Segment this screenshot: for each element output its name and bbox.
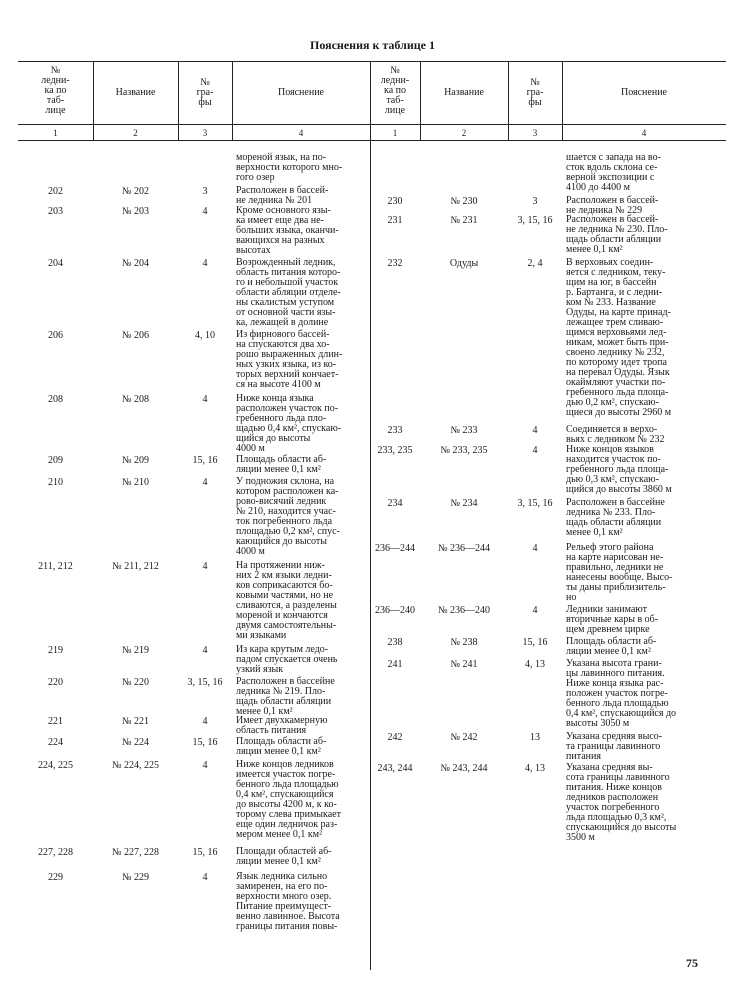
explanation-line: 0,4 км², спускающийся до [566, 708, 677, 719]
glacier-name: № 210 [121, 477, 150, 488]
header-graph-number [178, 78, 232, 108]
explanation-text [236, 677, 366, 717]
explanation-line: ты даны приблизитель- [566, 582, 666, 593]
explanation-text [236, 206, 366, 256]
header-line: гра- [526, 87, 544, 98]
explanation-line: яется с ледником, теку- [566, 267, 666, 278]
glacier-name: № 230 [450, 196, 478, 207]
explanation-line: гребенного льда площа- [566, 464, 669, 475]
explanation-text [236, 760, 366, 840]
explanation-line: падом спускается очень [236, 654, 338, 665]
explanation-line: У подножия склона, на [236, 476, 335, 487]
explanation-line: до высоты 4200 м, к ко- [236, 799, 337, 810]
explanation-line: область питания которо- [236, 267, 341, 278]
glacier-name: № 242 [450, 732, 478, 743]
header-line: фы [198, 97, 212, 108]
explanation-line: щиеся до высоты 2960 м [566, 407, 672, 418]
graph-number: 3, 15, 16 [517, 215, 553, 226]
explanation-line: Одуды, на карте принад- [566, 307, 671, 318]
header-line: ледни- [380, 75, 410, 86]
explanation-line: сливаются, а разделены [236, 600, 337, 611]
graph-number: 4 [202, 872, 208, 883]
glacier-name: № 221 [121, 716, 150, 727]
explanation-line: ся на высоте 4100 м [236, 379, 321, 390]
explanation-line: Из кара крутым ледо- [236, 644, 329, 655]
glacier-number: 233 [387, 425, 403, 436]
explanation-line: ток погребенного льда [236, 516, 333, 527]
graph-number: 4 [202, 645, 208, 656]
header-name: Название [115, 87, 156, 98]
explanation-text [236, 645, 366, 675]
explanation-text [566, 258, 726, 418]
explanation-line: участок погребенного [566, 802, 660, 813]
header-explanation: Пояснение [277, 87, 324, 98]
glacier-name: № 233, 235 [440, 445, 488, 456]
explanation-line: ка, лежащей в долине [236, 317, 329, 328]
explanation-line: вающихся на разных [236, 235, 325, 246]
explanation-line: по которому идет тропа [566, 357, 667, 368]
graph-number: 2, 4 [527, 258, 543, 269]
explanation-line: бенного льда площадью [236, 779, 339, 790]
explanation-text [236, 394, 366, 454]
explanation-line: Указана высота грани- [566, 658, 662, 669]
explanation-line: но [566, 592, 577, 603]
explanation-line: кающийся до высоты [236, 536, 327, 547]
explanation-line: Указана средняя высо- [566, 731, 663, 742]
explanation-line: Ниже концов ледников [236, 759, 334, 770]
explanation-line: правильно, ледники не [566, 562, 664, 573]
glacier-name: № 231 [450, 215, 478, 226]
explanation-line: ком № 233. Название [566, 297, 656, 308]
header-line: № [530, 77, 540, 88]
explanation-line: 4000 м [236, 443, 265, 454]
graph-number: 4, 10 [195, 330, 215, 341]
glacier-number: 209 [48, 455, 63, 466]
glacier-name: № 202 [121, 186, 150, 197]
glacier-number: 210 [48, 477, 63, 488]
glacier-name: № 233 [450, 425, 478, 436]
explanation-line: высоты 3050 м [566, 718, 630, 729]
explanation-line: щимся верховьями лед- [566, 327, 667, 338]
glacier-name: Одуды [449, 258, 479, 269]
explanation-text [566, 543, 726, 603]
explanation-line: Возрожденный ледник, [236, 257, 336, 268]
glacier-name: № 236—240 [437, 605, 491, 616]
explanation-text [566, 445, 726, 495]
explanation-line: высотах [236, 245, 271, 256]
explanation-line: щадь области абляции [566, 517, 662, 528]
explanation-line: Площади областей аб- [236, 846, 332, 857]
glacier-name: № 234 [450, 498, 478, 509]
explanation-line: площадью 0,2 км², спус- [236, 526, 340, 537]
explanation-line: замиренен, на его по- [236, 881, 328, 892]
glacier-number: 236—240 [375, 605, 415, 616]
explanation-text [566, 763, 726, 843]
graph-number: 15, 16 [192, 847, 218, 858]
explanation-line: не ледника № 229 [566, 205, 643, 216]
header-line: № [390, 65, 400, 76]
glacier-number: 229 [48, 872, 63, 883]
explanation-line: Рельеф этого района [566, 542, 654, 553]
header-line: лице [384, 105, 406, 116]
explanation-line: бенного льда площадью [566, 698, 669, 709]
explanation-line: торых верхний кончает- [236, 369, 339, 380]
glacier-number: 230 [387, 196, 403, 207]
glacier-name: № 229 [121, 872, 150, 883]
explanation-text [566, 498, 726, 538]
glacier-number: 219 [48, 645, 63, 656]
explanation-line: щийся до высоты 3860 м [566, 484, 672, 495]
explanation-line: щадь области абляции [236, 696, 332, 707]
glacier-name: № 209 [121, 455, 150, 466]
glacier-number: 236—244 [375, 543, 415, 554]
explanation-line: окаймляют участки по- [566, 377, 666, 388]
explanation-text [236, 330, 366, 390]
explanation-line: цы лавинного питания. [566, 668, 665, 679]
glacier-name: № 206 [121, 330, 150, 341]
explanation-line: ков соприкасаются бо- [236, 580, 333, 591]
explanation-line: область питания [236, 725, 307, 736]
explanation-line: дью 0,3 км², спускаю- [566, 474, 659, 485]
explanation-line: узкий язык [236, 664, 284, 675]
explanation-line: Расположен в бассей- [566, 214, 659, 225]
graph-number: 4 [532, 543, 538, 554]
explanation-line: Ниже конца языка рас- [566, 678, 664, 689]
explanation-line: рошо выраженных длин- [236, 349, 343, 360]
explanation-line: Площадь области аб- [236, 454, 327, 465]
explanation-line: ковыми частями, но не [236, 590, 334, 601]
glacier-name: № 219 [121, 645, 150, 656]
header-line: гра- [196, 87, 214, 98]
explanation-line: щем древнем цирке [566, 624, 650, 635]
explanation-line: на карте нарисован не- [566, 552, 664, 563]
glacier-number: 211, 212 [38, 561, 73, 572]
glacier-number: 203 [48, 206, 63, 217]
explanation-text [236, 716, 366, 736]
graph-number: 4 [202, 258, 208, 269]
header-rule [18, 124, 726, 125]
explanation-text [236, 455, 366, 475]
header-line: таб- [386, 95, 404, 106]
explanation-line: торому слева примыкает [236, 809, 341, 820]
glacier-number: 221 [48, 716, 63, 727]
explanation-line: щийся до высоты [236, 433, 311, 444]
explanation-text [566, 659, 726, 729]
explanation-line: ледника № 233. Пло- [566, 507, 656, 518]
explanation-line: вьях с ледником № 232 [566, 434, 665, 445]
glacier-name: № 227, 228 [111, 847, 160, 858]
explanation-line: На протяжении ниж- [236, 560, 325, 571]
glacier-number: 202 [48, 186, 63, 197]
column-number: 3 [532, 128, 538, 138]
explanation-line: них 2 км языки ледни- [236, 570, 332, 581]
glacier-number: 243, 244 [377, 763, 413, 774]
explanation-text [236, 186, 366, 206]
explanation-line: гребенного льда площа- [566, 387, 669, 398]
glacier-name: № 203 [121, 206, 150, 217]
graph-number: 3 [532, 196, 538, 207]
glacier-number: 242 [387, 732, 403, 743]
explanation-line: щадью 0,4 км², спускаю- [236, 423, 342, 434]
graph-number: 13 [530, 732, 540, 743]
page-number: 75 [686, 956, 698, 970]
header-name: Название [444, 87, 484, 98]
explanation-line: сота границы лавинного [566, 772, 670, 783]
explanation-line: ляции менее 0,1 км² [236, 464, 321, 475]
explanation-line: котором расположен ка- [236, 486, 339, 497]
explanation-line: Питание преимущест- [236, 901, 332, 912]
graph-number: 15, 16 [192, 455, 218, 466]
explanation-line: рово-висячий ледник [236, 496, 327, 507]
explanation-line: Ниже концов языков [566, 444, 654, 455]
explanation-line: ных узких языка, из ко- [236, 359, 337, 370]
explanation-line: Из фирнового бассей- [236, 329, 330, 340]
header-line: фы [528, 97, 542, 108]
explanation-line: еще один ледничок раз- [236, 819, 338, 830]
explanation-line: Соединяется в верхо- [566, 424, 658, 435]
explanation-text [566, 196, 726, 216]
explanation-text [566, 732, 726, 762]
glacier-number: 208 [48, 394, 63, 405]
graph-number: 4, 13 [525, 659, 545, 670]
glacier-name: № 224 [121, 737, 150, 748]
header-glacier-number [18, 66, 93, 116]
table-top-rule [18, 61, 726, 62]
column-number: 1 [392, 128, 398, 138]
graph-number: 4 [202, 477, 208, 488]
explanation-line: нанесены вообще. Высо- [566, 572, 673, 583]
explanation-text [566, 605, 726, 635]
explanation-line: расположен участок по- [236, 403, 339, 414]
graph-number: 4 [202, 716, 208, 727]
explanation-line: от основной части язы- [236, 307, 336, 318]
explanation-line: Расположен в бассей- [236, 185, 329, 196]
explanation-line: находится участок по- [566, 454, 661, 465]
explanation-text [236, 153, 366, 183]
explanation-line: 0,4 км², спускающийся [236, 789, 334, 800]
glacier-name: № 211, 212 [112, 561, 159, 572]
explanation-line: ляции менее 0,1 км² [566, 646, 651, 657]
graph-number: 15, 16 [522, 637, 548, 648]
explanation-line: верхности которого мно- [236, 162, 343, 173]
graph-number: 3 [202, 186, 208, 197]
explanation-line: на перевал Одуды. Язык [566, 367, 670, 378]
explanation-text [236, 737, 366, 757]
glacier-name: № 243, 244 [440, 763, 488, 774]
column-number: 2 [461, 128, 467, 138]
explanation-line: менее 0,1 км² [566, 527, 623, 538]
glacier-name: № 208 [121, 394, 150, 405]
explanation-text [236, 561, 366, 641]
explanation-line: вторичные кары в об- [566, 614, 659, 625]
explanation-text [236, 258, 366, 328]
explanation-line: своено леднику № 232, [566, 347, 665, 358]
explanation-line: ляции менее 0,1 км² [236, 746, 321, 757]
explanation-text [566, 425, 726, 445]
header-line: № [200, 77, 210, 88]
explanation-line: гого озер [236, 172, 275, 183]
explanation-line: спускающийся до высоты [566, 822, 677, 833]
explanation-line: на спускаются два хо- [236, 339, 330, 350]
explanation-line: питания [566, 751, 601, 762]
explanation-line: 4000 м [236, 546, 265, 557]
glacier-name: № 238 [450, 637, 478, 648]
explanation-line: 4100 до 4400 м [566, 182, 630, 193]
explanation-line: щим на юг, в бассейн [566, 277, 657, 288]
explanation-line: го и небольшой участок [236, 277, 339, 288]
explanation-line: Кроме основного язы- [236, 205, 331, 216]
explanation-line: Указана средняя вы- [566, 762, 653, 773]
explanation-line: Площадь области аб- [566, 636, 657, 647]
explanation-line: мореной язык, на по- [236, 152, 327, 163]
explanation-line: Ледники занимают [566, 604, 648, 615]
header-line: ка по [384, 85, 406, 96]
explanation-line: гребенного льда пло- [236, 413, 327, 424]
header-line: № [50, 65, 61, 76]
explanation-line: области абляции отделе- [236, 287, 341, 298]
explanation-line: менее 0,1 км² [566, 244, 623, 255]
explanation-line: щадь области абляции [566, 234, 662, 245]
explanation-line: Расположен в бассей- [566, 195, 659, 206]
graph-number: 4, 13 [525, 763, 545, 774]
explanation-line: имеется участок погре- [236, 769, 336, 780]
explanation-line: Ниже конца языка [236, 393, 314, 404]
column-number: 2 [133, 128, 138, 138]
explanation-line: верной экспозиции с [566, 172, 655, 183]
explanation-line: больших языка, оканчи- [236, 225, 339, 236]
header-glacier-number [370, 66, 420, 116]
explanation-line: ка имеет еще два не- [236, 215, 324, 226]
glacier-number: 234 [387, 498, 403, 509]
explanation-line: мером менее 0,1 км² [236, 829, 323, 840]
header-explanation: Пояснение [620, 87, 667, 98]
page-title: Пояснения к таблице 1 [309, 38, 436, 52]
explanation-line: не ледника № 230. Пло- [566, 224, 668, 235]
glacier-number: 224 [48, 737, 63, 748]
header-line: ледни- [41, 75, 70, 86]
explanation-line: питания. Ниже концов [566, 782, 663, 793]
explanation-line: льда площадью 0,3 км², [566, 812, 667, 823]
header-line: таб- [46, 95, 65, 106]
explanation-line: сток вдоль склона се- [566, 162, 658, 173]
glacier-number: 231 [387, 215, 403, 226]
glacier-number: 227, 228 [38, 847, 73, 858]
explanation-text [566, 215, 726, 255]
explanation-line: р. Бартанга, и с ледни- [566, 287, 663, 298]
column-number: 1 [53, 128, 58, 138]
glacier-number: 232 [387, 258, 403, 269]
graph-number: 4 [532, 425, 538, 436]
header-line: ка по [44, 85, 67, 96]
explanation-line: шается с запада на во- [566, 152, 661, 163]
glacier-number: 220 [48, 677, 63, 688]
glacier-name: № 204 [121, 258, 150, 269]
graph-number: 4 [532, 445, 538, 456]
explanation-line: венно лавинное. Высота [236, 911, 340, 922]
graph-number: 4 [532, 605, 538, 616]
explanation-line: мореной и кончаются [236, 610, 328, 621]
explanation-line: ледника № 219. Пло- [236, 686, 326, 697]
glacier-name: № 236—244 [437, 543, 491, 554]
glacier-number: 233, 235 [377, 445, 413, 456]
header-graph-number [508, 78, 562, 108]
column-number: 3 [202, 128, 208, 138]
graph-number: 4 [202, 206, 208, 217]
explanation-line: двумя самостоятельны- [236, 620, 337, 631]
explanation-line: ляции менее 0,1 км² [236, 856, 321, 867]
column-number: 4 [298, 128, 304, 138]
explanation-line: ми языками [236, 630, 287, 641]
explanation-line: Площадь области аб- [236, 736, 327, 747]
glacier-number: 241 [387, 659, 403, 670]
explanation-line: Язык ледника сильно [236, 871, 328, 882]
graph-number: 4 [202, 561, 208, 572]
explanation-line: Расположен в бассейне [236, 676, 335, 687]
glacier-number: 206 [48, 330, 63, 341]
column-number: 4 [641, 128, 647, 138]
explanation-line: никам, может быть при- [566, 337, 669, 348]
explanation-text [236, 847, 366, 867]
explanation-line: границы питания повы- [236, 921, 338, 932]
explanation-text [236, 477, 366, 557]
glacier-name: № 220 [121, 677, 150, 688]
explanation-line: Расположен в бассейне [566, 497, 665, 508]
graph-number: 3, 15, 16 [517, 498, 553, 509]
explanation-text [566, 153, 726, 193]
glacier-number: 204 [48, 258, 63, 269]
explanation-text [236, 872, 366, 932]
header-line: лице [45, 105, 66, 116]
graph-number: 3, 15, 16 [187, 677, 223, 688]
explanation-line: Имеет двухкамерную [236, 715, 328, 726]
explanation-line: верхности много озер. [236, 891, 332, 902]
glacier-number: 238 [387, 637, 403, 648]
glacier-name: № 224, 225 [111, 760, 160, 771]
explanation-line: ны скалистым уступом [236, 297, 335, 308]
explanation-line: та границы лавинного [566, 741, 661, 752]
explanation-line: не ледника № 201 [236, 195, 313, 206]
graph-number: 4 [202, 760, 208, 771]
graph-number: 4 [202, 394, 208, 405]
explanation-line: В верховьях соедин- [566, 257, 654, 268]
explanation-line: дью 0,2 км², спускаю- [566, 397, 659, 408]
explanation-line: 3500 м [566, 832, 595, 843]
glacier-number: 224, 225 [38, 760, 73, 771]
glacier-name: № 241 [450, 659, 478, 670]
graph-number: 15, 16 [192, 737, 218, 748]
explanation-line: лежащее трем сливаю- [566, 317, 664, 328]
explanation-line: ледников расположен [566, 792, 659, 803]
explanation-text [566, 637, 726, 657]
explanation-line: № 210, находится учас- [236, 506, 336, 517]
explanation-line: положен участок погре- [566, 688, 668, 699]
explanation-line: менее 0,1 км² [236, 706, 293, 717]
column-numbers-rule [18, 140, 726, 141]
